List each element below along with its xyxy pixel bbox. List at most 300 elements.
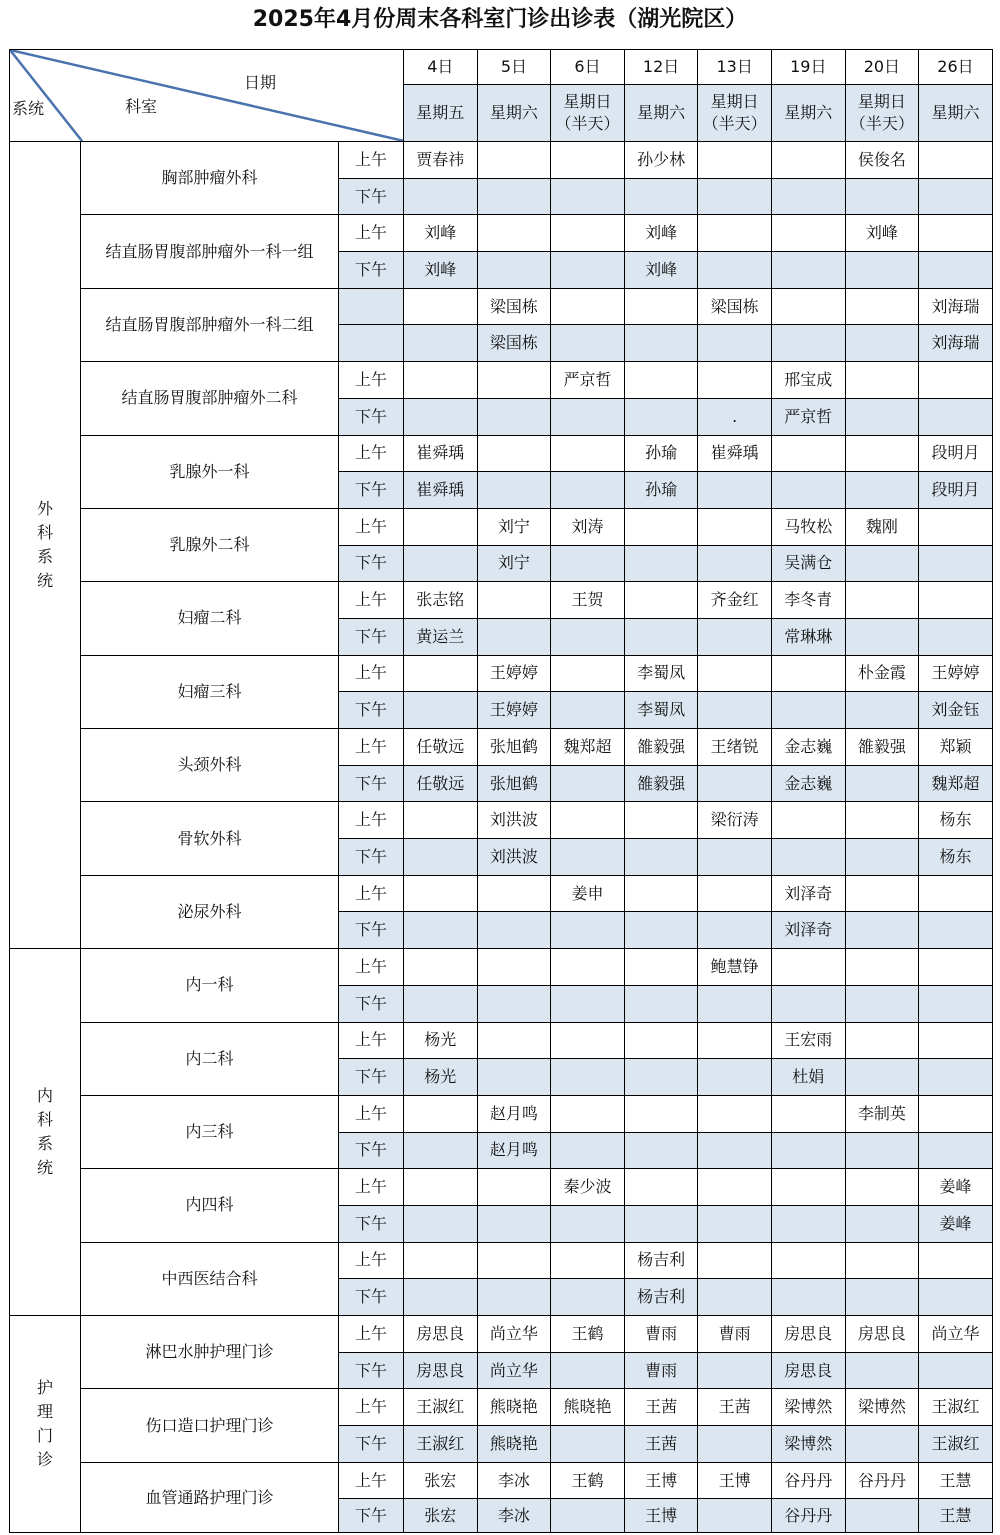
doctor-cell: 尚立华	[477, 1316, 551, 1353]
doctor-cell: 王淑红	[404, 1426, 478, 1463]
doctor-cell: 李蜀凤	[624, 692, 698, 729]
period-cell: 下午	[339, 472, 404, 509]
department-name: 乳腺外一科	[81, 435, 339, 508]
doctor-cell	[698, 1169, 772, 1206]
doctor-cell	[551, 215, 625, 252]
department-name: 头颈外科	[81, 729, 339, 802]
doctor-cell	[698, 472, 772, 509]
period-cell: 上午	[339, 508, 404, 545]
doctor-cell	[919, 1059, 993, 1096]
doctor-cell: 赵月鸣	[477, 1132, 551, 1169]
system-name: 外科系统	[36, 499, 53, 591]
doctor-cell	[551, 1059, 625, 1096]
doctor-cell	[919, 1132, 993, 1169]
doctor-cell: 李冰	[477, 1499, 551, 1533]
doctor-cell	[698, 362, 772, 399]
doctor-cell	[624, 288, 698, 325]
doctor-cell: 刘金钰	[919, 692, 993, 729]
doctor-cell	[698, 1095, 772, 1132]
doctor-cell: 黄运兰	[404, 618, 478, 655]
doctor-cell	[624, 582, 698, 619]
doctor-cell: 梁博然	[771, 1389, 845, 1426]
doctor-cell	[551, 1426, 625, 1463]
date-header: 6日	[551, 50, 625, 85]
doctor-cell	[404, 1095, 478, 1132]
date-header: 12日	[624, 50, 698, 85]
doctor-cell: 刘峰	[845, 215, 919, 252]
doctor-cell	[624, 545, 698, 582]
table-row	[10, 655, 993, 692]
department-name: 胸部肿瘤外科	[81, 142, 339, 215]
doctor-cell	[624, 618, 698, 655]
doctor-cell	[919, 949, 993, 986]
doctor-cell	[919, 1352, 993, 1389]
doctor-cell: 金志巍	[771, 729, 845, 766]
doctor-cell: 崔舜瑀	[404, 435, 478, 472]
doctor-cell: 王鹤	[551, 1462, 625, 1499]
doctor-cell: 刘宁	[477, 545, 551, 582]
doctor-cell	[845, 362, 919, 399]
doctor-cell: 孙瑜	[624, 435, 698, 472]
doctor-cell	[404, 178, 478, 215]
doctor-cell	[698, 1499, 772, 1533]
doctor-cell: 刘海瑞	[919, 288, 993, 325]
doctor-cell	[845, 912, 919, 949]
doctor-cell	[919, 508, 993, 545]
doctor-cell	[404, 1242, 478, 1279]
diagonal-lines	[10, 50, 404, 142]
doctor-cell	[551, 839, 625, 876]
doctor-cell	[845, 618, 919, 655]
doctor-cell	[698, 912, 772, 949]
period-cell: 下午	[339, 912, 404, 949]
doctor-cell	[551, 949, 625, 986]
doctor-cell	[404, 912, 478, 949]
doctor-cell	[477, 582, 551, 619]
doctor-cell: 房思良	[771, 1316, 845, 1353]
table-row	[10, 1022, 993, 1059]
doctor-cell	[624, 398, 698, 435]
doctor-cell	[551, 1352, 625, 1389]
doctor-cell: 曹雨	[698, 1316, 772, 1353]
doctor-cell	[551, 618, 625, 655]
doctor-cell	[551, 178, 625, 215]
doctor-cell	[477, 875, 551, 912]
doctor-cell	[845, 582, 919, 619]
doctor-cell	[845, 325, 919, 362]
doctor-cell: 秦少波	[551, 1169, 625, 1206]
table-row	[10, 802, 993, 839]
period-cell: 上午	[339, 1169, 404, 1206]
doctor-cell	[845, 1352, 919, 1389]
period-cell: 上午	[339, 1022, 404, 1059]
doctor-cell: 王婷婷	[477, 655, 551, 692]
period-cell: 上午	[339, 802, 404, 839]
doctor-cell	[477, 252, 551, 289]
doctor-cell	[477, 215, 551, 252]
doctor-cell	[919, 912, 993, 949]
doctor-cell	[624, 1132, 698, 1169]
doctor-cell: 王淑红	[404, 1389, 478, 1426]
period-cell: 上午	[339, 1316, 404, 1353]
doctor-cell	[698, 1352, 772, 1389]
doctor-cell	[771, 949, 845, 986]
doctor-cell	[771, 472, 845, 509]
doctor-cell	[551, 545, 625, 582]
table-row	[10, 582, 993, 619]
doctor-cell	[698, 252, 772, 289]
system-cell	[10, 949, 81, 1316]
doctor-cell: 谷丹丹	[845, 1462, 919, 1499]
doctor-cell	[404, 508, 478, 545]
department-axis-label: 科室	[125, 97, 158, 116]
department-name: 血管通路护理门诊	[81, 1462, 339, 1533]
doctor-cell: 王绪锐	[698, 729, 772, 766]
doctor-cell: 刘峰	[404, 252, 478, 289]
doctor-cell: 姜峰	[919, 1169, 993, 1206]
doctor-cell	[845, 288, 919, 325]
doctor-cell	[919, 178, 993, 215]
doctor-cell	[845, 472, 919, 509]
department-name: 妇瘤三科	[81, 655, 339, 728]
table-row	[10, 508, 993, 545]
doctor-cell: 谷丹丹	[771, 1462, 845, 1499]
doctor-cell	[919, 582, 993, 619]
doctor-cell	[624, 1095, 698, 1132]
doctor-cell	[624, 1059, 698, 1096]
department-name: 结直肠胃腹部肿瘤外一科一组	[81, 215, 339, 288]
doctor-cell	[771, 1095, 845, 1132]
period-cell: 下午	[339, 1205, 404, 1242]
doctor-cell	[698, 618, 772, 655]
doctor-cell: 刘泽奇	[771, 912, 845, 949]
department-name: 骨软外科	[81, 802, 339, 875]
period-cell: 下午	[339, 692, 404, 729]
diagonal-header-cell	[10, 50, 404, 142]
doctor-cell: 熊晓艳	[551, 1389, 625, 1426]
doctor-cell	[845, 398, 919, 435]
doctor-cell	[551, 325, 625, 362]
page-title: 2025年4月份周末各科室门诊出诊表（湖光院区）	[252, 7, 748, 32]
doctor-cell: 常琳琳	[771, 618, 845, 655]
weekday-header: 星期日 （半天）	[551, 85, 625, 142]
doctor-cell: 王慧	[919, 1499, 993, 1533]
doctor-cell	[551, 1095, 625, 1132]
doctor-cell: 王婷婷	[477, 692, 551, 729]
doctor-cell	[771, 178, 845, 215]
doctor-cell	[404, 362, 478, 399]
doctor-cell: 王茜	[698, 1389, 772, 1426]
doctor-cell	[404, 1169, 478, 1206]
doctor-cell: 雒毅强	[624, 729, 698, 766]
period-cell: 下午	[339, 545, 404, 582]
doctor-cell	[404, 949, 478, 986]
department-name: 乳腺外二科	[81, 508, 339, 581]
doctor-cell	[698, 1242, 772, 1279]
doctor-cell: 刘峰	[624, 252, 698, 289]
doctor-cell: 梁博然	[771, 1426, 845, 1463]
doctor-cell	[845, 1242, 919, 1279]
doctor-cell	[845, 178, 919, 215]
doctor-cell	[771, 142, 845, 179]
doctor-cell: 熊晓艳	[477, 1426, 551, 1463]
period-cell: 上午	[339, 875, 404, 912]
doctor-cell	[477, 912, 551, 949]
doctor-cell: 王淑红	[919, 1426, 993, 1463]
doctor-cell	[771, 252, 845, 289]
doctor-cell: 房思良	[404, 1352, 478, 1389]
doctor-cell: 姜申	[551, 875, 625, 912]
doctor-cell	[771, 215, 845, 252]
doctor-cell	[919, 985, 993, 1022]
period-cell: 上午	[339, 1242, 404, 1279]
doctor-cell	[624, 178, 698, 215]
period-cell: 下午	[339, 1132, 404, 1169]
doctor-cell	[845, 875, 919, 912]
doctor-cell: 李冬青	[771, 582, 845, 619]
doctor-cell	[771, 692, 845, 729]
weekday-header: 星期六	[771, 85, 845, 142]
doctor-cell	[551, 912, 625, 949]
weekday-header: 星期日 （半天）	[698, 85, 772, 142]
doctor-cell: 梁国栋	[477, 288, 551, 325]
department-name: 中西医结合科	[81, 1242, 339, 1315]
doctor-cell: 杨东	[919, 839, 993, 876]
period-cell: 下午	[339, 839, 404, 876]
doctor-cell: 梁博然	[845, 1389, 919, 1426]
doctor-cell: 齐金红	[698, 582, 772, 619]
doctor-cell: 魏刚	[845, 508, 919, 545]
doctor-cell	[698, 875, 772, 912]
doctor-cell: 曹雨	[624, 1316, 698, 1353]
system-axis-label: 系统	[12, 99, 45, 118]
doctor-cell	[477, 362, 551, 399]
doctor-cell: 魏郑超	[919, 765, 993, 802]
table-row	[10, 142, 993, 179]
doctor-cell	[845, 1059, 919, 1096]
period-cell	[339, 325, 404, 362]
department-name: 泌尿外科	[81, 875, 339, 948]
doctor-cell: 严京哲	[771, 398, 845, 435]
period-cell: 下午	[339, 985, 404, 1022]
date-header: 4日	[404, 50, 478, 85]
doctor-cell	[919, 1242, 993, 1279]
doctor-cell	[698, 765, 772, 802]
table-row	[10, 729, 993, 766]
doctor-cell	[624, 949, 698, 986]
department-name: 内二科	[81, 1022, 339, 1095]
doctor-cell: 赵月鸣	[477, 1095, 551, 1132]
doctor-cell	[477, 178, 551, 215]
doctor-cell	[919, 1279, 993, 1316]
department-name: 内一科	[81, 949, 339, 1022]
doctor-cell: 雒毅强	[624, 765, 698, 802]
weekday-header: 星期日 （半天）	[845, 85, 919, 142]
doctor-cell	[698, 1205, 772, 1242]
doctor-cell: 崔舜瑀	[404, 472, 478, 509]
doctor-cell: 王淑红	[919, 1389, 993, 1426]
doctor-cell	[845, 1279, 919, 1316]
doctor-cell	[698, 508, 772, 545]
doctor-cell: 孙少林	[624, 142, 698, 179]
date-header: 20日	[845, 50, 919, 85]
doctor-cell	[919, 875, 993, 912]
period-cell: 上午	[339, 582, 404, 619]
doctor-cell: 姜峰	[919, 1205, 993, 1242]
system-name: 护理门诊	[36, 1378, 53, 1470]
doctor-cell	[771, 1132, 845, 1169]
doctor-cell	[919, 252, 993, 289]
system-cell	[10, 1316, 81, 1533]
doctor-cell: 郑颖	[919, 729, 993, 766]
doctor-cell: 金志巍	[771, 765, 845, 802]
doctor-cell	[624, 508, 698, 545]
doctor-cell	[551, 692, 625, 729]
doctor-cell	[404, 398, 478, 435]
doctor-cell	[698, 1279, 772, 1316]
doctor-cell	[477, 472, 551, 509]
doctor-cell: 王慧	[919, 1462, 993, 1499]
doctor-cell	[845, 802, 919, 839]
period-cell: 上午	[339, 1462, 404, 1499]
doctor-cell: 雒毅强	[845, 729, 919, 766]
doctor-cell: 段明月	[919, 435, 993, 472]
department-name: 结直肠胃腹部肿瘤外二科	[81, 362, 339, 435]
doctor-cell: 王宏雨	[771, 1022, 845, 1059]
doctor-cell	[551, 1499, 625, 1533]
doctor-cell: 刘涛	[551, 508, 625, 545]
table-row	[10, 288, 993, 325]
doctor-cell	[919, 398, 993, 435]
doctor-cell: 王茜	[624, 1426, 698, 1463]
doctor-cell: 鲍慧铮	[698, 949, 772, 986]
period-cell: 上午	[339, 215, 404, 252]
weekday-header: 星期五	[404, 85, 478, 142]
doctor-cell	[698, 692, 772, 729]
doctor-cell: 王博	[624, 1499, 698, 1533]
doctor-cell	[771, 435, 845, 472]
period-cell: 上午	[339, 435, 404, 472]
date-axis-label: 日期	[244, 73, 277, 92]
doctor-cell: 刘洪波	[477, 802, 551, 839]
table-row	[10, 1095, 993, 1132]
doctor-cell	[698, 142, 772, 179]
doctor-cell: 崔舜瑀	[698, 435, 772, 472]
table-row	[10, 949, 993, 986]
doctor-cell	[404, 288, 478, 325]
doctor-cell	[477, 142, 551, 179]
doctor-cell	[477, 1169, 551, 1206]
doctor-cell	[919, 142, 993, 179]
doctor-cell	[698, 1426, 772, 1463]
period-cell: 下午	[339, 398, 404, 435]
table-row	[10, 1316, 993, 1353]
doctor-cell: 王婷婷	[919, 655, 993, 692]
period-cell: 上午	[339, 142, 404, 179]
doctor-cell: 杨光	[404, 1022, 478, 1059]
doctor-cell	[698, 985, 772, 1022]
doctor-cell: 贾春祎	[404, 142, 478, 179]
doctor-cell	[919, 362, 993, 399]
doctor-cell: 马牧松	[771, 508, 845, 545]
period-cell: 上午	[339, 949, 404, 986]
doctor-cell: 李蜀凤	[624, 655, 698, 692]
doctor-cell	[404, 1205, 478, 1242]
doctor-cell	[845, 252, 919, 289]
doctor-cell	[551, 1242, 625, 1279]
period-cell: 下午	[339, 1352, 404, 1389]
department-name: 伤口造口护理门诊	[81, 1389, 339, 1462]
period-cell: 下午	[339, 765, 404, 802]
doctor-cell: 严京哲	[551, 362, 625, 399]
doctor-cell: 梁国栋	[698, 288, 772, 325]
doctor-cell	[919, 618, 993, 655]
doctor-cell: 张志铭	[404, 582, 478, 619]
doctor-cell	[845, 985, 919, 1022]
doctor-cell	[551, 765, 625, 802]
doctor-cell	[845, 435, 919, 472]
table-row	[10, 1462, 993, 1499]
doctor-cell: 刘洪波	[477, 839, 551, 876]
doctor-cell	[845, 949, 919, 986]
doctor-cell	[845, 1426, 919, 1463]
doctor-cell	[845, 1022, 919, 1059]
doctor-cell	[551, 288, 625, 325]
doctor-cell	[624, 1169, 698, 1206]
doctor-cell: 王贺	[551, 582, 625, 619]
doctor-cell	[551, 1022, 625, 1059]
doctor-cell	[698, 1022, 772, 1059]
doctor-cell	[404, 325, 478, 362]
doctor-cell	[698, 545, 772, 582]
doctor-cell: 张宏	[404, 1462, 478, 1499]
doctor-cell: 梁国栋	[477, 325, 551, 362]
period-cell: 下午	[339, 252, 404, 289]
doctor-cell	[477, 435, 551, 472]
doctor-cell: 任敬远	[404, 765, 478, 802]
doctor-cell: 房思良	[404, 1316, 478, 1353]
doctor-cell	[624, 1022, 698, 1059]
department-name: 结直肠胃腹部肿瘤外一科二组	[81, 288, 339, 361]
system-cell	[10, 142, 81, 949]
doctor-cell	[771, 1279, 845, 1316]
doctor-cell: 刘宁	[477, 508, 551, 545]
doctor-cell: 王博	[624, 1462, 698, 1499]
doctor-cell	[845, 839, 919, 876]
doctor-cell	[551, 398, 625, 435]
date-header: 19日	[771, 50, 845, 85]
system-name: 内科系统	[36, 1086, 53, 1178]
doctor-cell	[698, 215, 772, 252]
doctor-cell: 杜娟	[771, 1059, 845, 1096]
doctor-cell: 杨东	[919, 802, 993, 839]
doctor-cell: 杨光	[404, 1059, 478, 1096]
doctor-cell	[404, 839, 478, 876]
doctor-cell: 孙瑜	[624, 472, 698, 509]
period-cell: 下午	[339, 1279, 404, 1316]
doctor-cell: 房思良	[771, 1352, 845, 1389]
doctor-cell	[551, 802, 625, 839]
weekday-header: 星期六	[624, 85, 698, 142]
doctor-cell	[477, 1059, 551, 1096]
table-row	[10, 362, 993, 399]
period-cell: 上午	[339, 729, 404, 766]
doctor-cell	[404, 802, 478, 839]
doctor-cell	[698, 655, 772, 692]
doctor-cell: 王茜	[624, 1389, 698, 1426]
doctor-cell	[624, 875, 698, 912]
doctor-cell: 梁衍涛	[698, 802, 772, 839]
